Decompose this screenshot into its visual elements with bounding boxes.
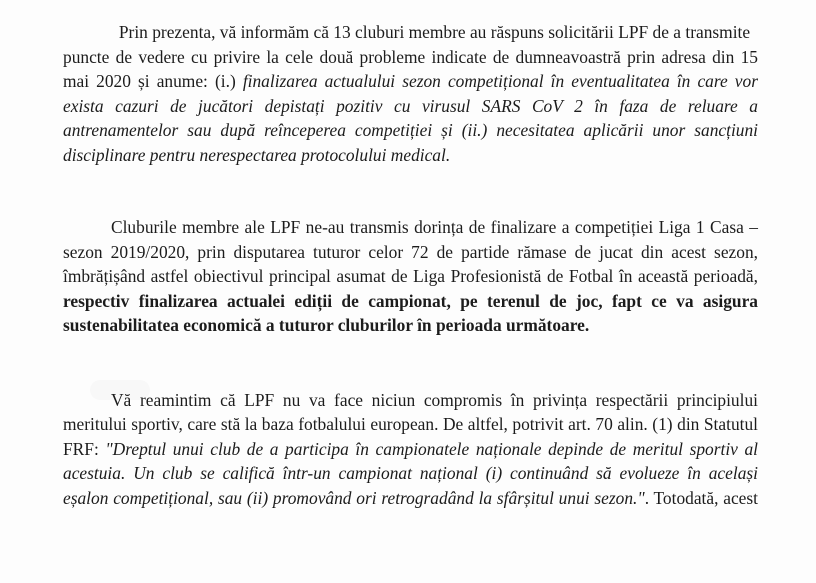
- paragraph-line: [63, 94, 758, 119]
- paragraph-line: [63, 388, 758, 413]
- paragraph-gap: [63, 338, 758, 388]
- line-text: sezon 2019/2020, prin disputarea tuturor celor 72 de partide rămase de jucat din acest sezon,: [63, 241, 758, 262]
- line-text: puncte de vedere cu privire la cele două probleme indicate de dumneavoastră prin adresa din 15: [63, 46, 758, 67]
- paragraph-line: [63, 215, 758, 240]
- paragraph-line: [63, 69, 758, 94]
- paragraph-line: [63, 240, 758, 265]
- italic-text: disciplinare pentru nerespectarea protocolului medical.: [63, 144, 451, 165]
- paragraph-line: [63, 461, 758, 486]
- line-text: meritului sportiv, care stă la baza fotbalului european. De altfel, potrivit art. 70 alin. (1) din Statutul: [63, 414, 758, 434]
- paragraph-gap: [63, 167, 758, 215]
- paragraph-line: [63, 412, 758, 437]
- paragraph-line: [63, 486, 758, 511]
- paragraph-line: [63, 313, 758, 338]
- bold-text: respectiv finalizarea actualei ediții de campionat, pe terenul de joc, fapt ce va asigura: [63, 290, 758, 311]
- line-text: Cluburile membre ale LPF ne-au transmis dorința de finalizare a competiției Liga 1 Casa –: [111, 217, 758, 237]
- line-text: Vă reamintim că LPF nu va face niciun compromis în privința respectării principiului: [111, 389, 758, 410]
- paragraph-1: [63, 20, 758, 167]
- italic-text: finalizarea actualului sezon competițional în eventualitatea în care vor: [242, 71, 758, 91]
- line-text: . Totodată, acest: [644, 487, 758, 508]
- bold-text: sustenabilitatea economică a tuturor cluburilor în perioada următoare.: [63, 315, 590, 335]
- paragraph-line: [63, 118, 758, 143]
- italic-text: eșalon competițional, sau (ii) promovând ori retrogradând la sfârșitul unui sezon.": [63, 487, 645, 508]
- paragraph-line: [63, 264, 758, 289]
- document-body: [63, 20, 758, 510]
- paragraph-line: [63, 143, 758, 168]
- italic-text: necesitatea aplicării unor sancțiuni: [496, 120, 758, 140]
- line-text: îmbrățișând astfel obiectivul principal asumat de Liga Profesionistă de Fotbal în această perioadă,: [63, 266, 758, 286]
- italic-text: antrenamentelor sau după reînceperea competiției și (ii.): [63, 120, 497, 140]
- paragraph-line: [63, 45, 758, 70]
- line-text: Prin prezenta, vă informăm că 13 cluburi membre au răspuns solicitării LPF de a transmite: [118, 22, 751, 42]
- line-text: mai 2020 și anume: (i.): [63, 71, 243, 91]
- line-text: FRF:: [63, 438, 106, 459]
- italic-text: "Dreptul unui club de a participa în campionatele naționale depinde de meritul sportiv al: [105, 438, 758, 459]
- paragraph-line: [63, 20, 758, 45]
- paragraph-line: [63, 289, 758, 314]
- italic-text: acestuia. Un club se califică într-un campionat național (i) continuând să evolueze în același: [63, 463, 758, 483]
- paragraph-2: [63, 215, 758, 338]
- italic-text: exista cazuri de jucători depistați pozitiv cu virusul SARS CoV 2 în faza de reluare a: [63, 95, 758, 116]
- paragraph-3: [63, 388, 758, 511]
- paragraph-line: [63, 437, 758, 462]
